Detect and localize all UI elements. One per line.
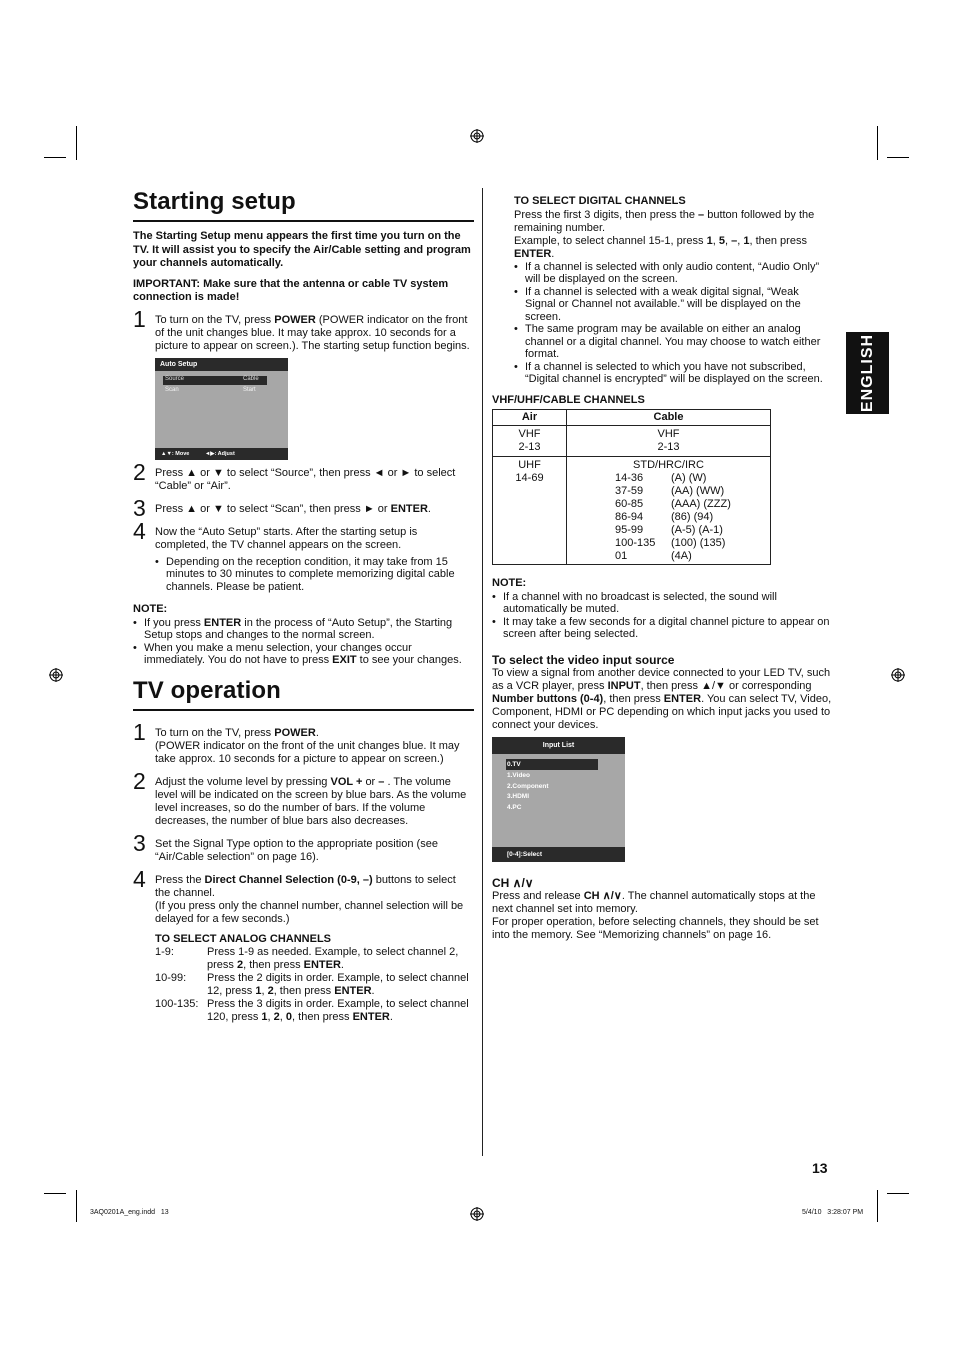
video-input-text: To view a signal from another device connected to your LED TV, such as a VCR player, press INPUT, then press ▲/▼ or corresponding Number buttons (0-4), then press ENTER. You can select TV, Video, Component, HDMI or PC depending on which input jacks you used to connect your devices. xyxy=(492,666,832,731)
osd-source-label: Source xyxy=(165,375,185,382)
osd-item-pc: 4.PC xyxy=(507,803,522,811)
note-title: NOTE: xyxy=(133,603,168,615)
starting-setup-intro: The Starting Setup menu appears the first time you turn on the TV. It will assist you to specify the Air/Cable setting and program your channels automatically. xyxy=(133,230,471,269)
list-item: • If a channel is selected to which you have not subscribed, “Digital channel is encrypted” will be displayed on the screen. xyxy=(514,361,832,386)
osd-item-component: 2.Component xyxy=(507,782,549,790)
list-item: • Depending on the reception condition, it may take from 15 minutes to 30 minutes to complete memorizing digital cable channels. Please be patient. xyxy=(155,556,474,594)
table-header: Cable xyxy=(567,410,771,426)
analog-row: 10-99: Press the 2 digits in order. Example, to select channel 12, press 1, 2, then press ENTER. xyxy=(155,972,469,997)
osd-footer: ▲▼: Move ◄▶: Adjust xyxy=(155,448,288,460)
osd-scan-value: Start xyxy=(243,386,256,393)
note2-list xyxy=(492,591,832,641)
osd-auto-setup xyxy=(155,358,288,460)
ch-up-down-icon: ∧/∨ xyxy=(512,875,534,890)
table-header: Air xyxy=(493,410,567,426)
ch-text-1: Press and release CH ∧/∨. The channel automatically stops at the next channel set into memory. xyxy=(492,889,816,915)
osd-input-list xyxy=(492,737,625,862)
table-cell: STD/HRC/IRC 14-36 (A) (W) 37-59 (AA) (WW) 60-85 (AAA) (ZZZ) 86-94 (86) (94) 95-99 (A-5) (A-1) 100-135 (100) (135) 01 (4A) xyxy=(567,457,771,565)
table-cell: VHF 2-13 xyxy=(493,426,567,457)
ch-title: CH ∧/∨ xyxy=(492,875,534,890)
analog-row: 1-9: Press 1-9 as needed. Example, to select channel 2, press 2, then press ENTER. xyxy=(155,946,459,971)
analog-row: 100-135: Press the 3 digits in order. Example, to select channel 120, press 1, 2, 0, then press ENTER. xyxy=(155,998,469,1023)
digital-bullets xyxy=(514,261,832,386)
digital-line-1: Press the first 3 digits, then press the – button followed by the remaining number. xyxy=(514,208,815,234)
table-row xyxy=(493,410,771,426)
note2-title: NOTE: xyxy=(492,577,527,589)
table-row xyxy=(493,457,771,565)
footer-date: 5/4/10 3:28:07 PM xyxy=(802,1209,864,1216)
tv-step-2: 2 Adjust the volume level by pressing VOL + or – . The volume level will be indicated on the screen by blue bars. As the volume level increases, so do the number of bars. If the volume decreases, the number of blue bars also decreases. xyxy=(133,767,467,827)
list-item: • If a channel is selected with a weak digital signal, “Weak Signal or Channel not available.” will be displayed on the screen. xyxy=(514,286,832,324)
channels-table xyxy=(492,409,771,565)
osd-input-list-area xyxy=(492,737,832,872)
cable-ranges: 14-36 (A) (W) 37-59 (AA) (WW) 60-85 (AAA) (ZZZ) 86-94 (86) (94) 95-99 (A-5) (A-1) 100-135 (100) (135) 01 (4A) xyxy=(615,472,731,562)
tv-step-4: 4 Press the Direct Channel Selection (0-9, –) buttons to select the channel. (If you press only the channel number, channel selection will be delayed for a few seconds.) xyxy=(133,865,464,925)
ch-up-down-icon: ∧/∨ xyxy=(602,889,622,902)
column-divider xyxy=(482,188,483,1156)
osd-item-hdmi: 3.HDMI xyxy=(507,792,530,800)
osd-title: Auto Setup xyxy=(155,358,288,371)
video-input-title: To select the video input source xyxy=(492,652,675,667)
table-cell: VHF 2-13 xyxy=(567,426,771,457)
crop-mark xyxy=(887,1193,909,1194)
tv-step-1: 1 To turn on the TV, press POWER. (POWER indicator on the front of the unit changes blue. It may take approx. 10 seconds for a picture to appear on screen.) xyxy=(133,718,460,765)
registration-mark-icon xyxy=(49,668,63,682)
osd-item-tv: 0.TV xyxy=(507,760,521,768)
analog-title: TO SELECT ANALOG CHANNELS xyxy=(155,932,332,945)
right-column xyxy=(492,195,832,942)
list-item: • It may take a few seconds for a digital channel picture to appear on screen after being selected. xyxy=(492,616,832,641)
osd-item-video: 1.Video xyxy=(507,771,531,779)
digital-title: TO SELECT DIGITAL CHANNELS xyxy=(514,195,686,207)
table-cell: UHF 14-69 xyxy=(493,457,567,565)
registration-mark-icon xyxy=(891,668,905,682)
footer-file: 3AQ0201A_eng.indd 13 xyxy=(90,1209,169,1216)
setup-step-3: 3 Press ▲ or ▼ to select “Scan”, then press ► or ENTER. xyxy=(133,494,431,521)
list-item: • If a channel with no broadcast is selected, the sound will automatically be muted. xyxy=(492,591,832,616)
setup-step-1: 1 To turn on the TV, press POWER (POWER indicator on the front of the unit changes blue. It may take approx. 10 seconds for a picture to appear on screen.). The starting setup function begins. xyxy=(133,305,470,352)
list-item: • When you make a menu selection, your changes occur immediately. You do not have to press EXIT to see your changes. xyxy=(133,642,474,667)
list-item: • If you press ENTER in the process of “Auto Setup”, the Starting Setup stops and changes to the normal screen. xyxy=(133,617,474,642)
page-number: 13 xyxy=(812,1160,828,1176)
digital-section xyxy=(492,195,832,386)
osd-auto-setup-area xyxy=(133,353,474,463)
crop-mark xyxy=(887,157,909,158)
language-tab: ENGLISH xyxy=(846,332,889,414)
setup-step-2: 2 Press ▲ or ▼ to select “Source”, then press ◄ or ► to select “Cable” or “Air”. xyxy=(133,458,456,492)
digital-line-2: Example, to select channel 15-1, press 1, 5, –, 1, then press ENTER. xyxy=(514,234,807,260)
osd-input-footer: [0-4]:Select xyxy=(492,847,625,862)
list-item: • If a channel is selected with only audio content, “Audio Only” will be displayed on the screen. xyxy=(514,261,832,286)
table-row xyxy=(493,426,771,457)
ch-text-2: For proper operation, before selecting channels, they should be set into the memory. See “Memorizing channels” on page 16. xyxy=(492,915,819,941)
crop-mark xyxy=(44,157,66,158)
crop-mark xyxy=(877,126,878,160)
important-notice: IMPORTANT: Make sure that the antenna or cable TV system connection is made! xyxy=(133,277,449,303)
note-list xyxy=(133,617,474,667)
setup-step-4: 4 Now the “Auto Setup” starts. After the starting setup is completed, the TV channel appears on the screen. • Depending on the reception condition, it may take from 15 minutes to 30 minutes to complete memorizing digital cable channels. Please be patient. xyxy=(133,526,474,594)
crop-mark xyxy=(44,1193,66,1194)
crop-mark xyxy=(76,126,77,160)
analog-section xyxy=(133,933,474,1025)
left-column xyxy=(133,188,474,1024)
osd-source-value: Cable xyxy=(243,375,259,382)
crop-mark xyxy=(877,1190,878,1222)
tv-step-3: 3 Set the Signal Type option to the appropriate position (see “Air/Cable selection” on page 16). xyxy=(133,829,438,863)
osd-scan-label: Scan xyxy=(165,386,179,393)
list-item: • The same program may be available on either an analog channel or a digital channel. You may choose to watch either format. xyxy=(514,323,832,361)
tv-operation-title: TV operation xyxy=(133,677,474,711)
crop-mark xyxy=(76,1190,77,1222)
registration-mark-icon xyxy=(470,129,484,143)
starting-setup-title: Starting setup xyxy=(133,188,474,222)
registration-mark-icon xyxy=(470,1207,484,1221)
osd-input-title: Input List xyxy=(492,737,625,754)
channels-table-title: VHF/UHF/CABLE CHANNELS xyxy=(492,393,645,406)
